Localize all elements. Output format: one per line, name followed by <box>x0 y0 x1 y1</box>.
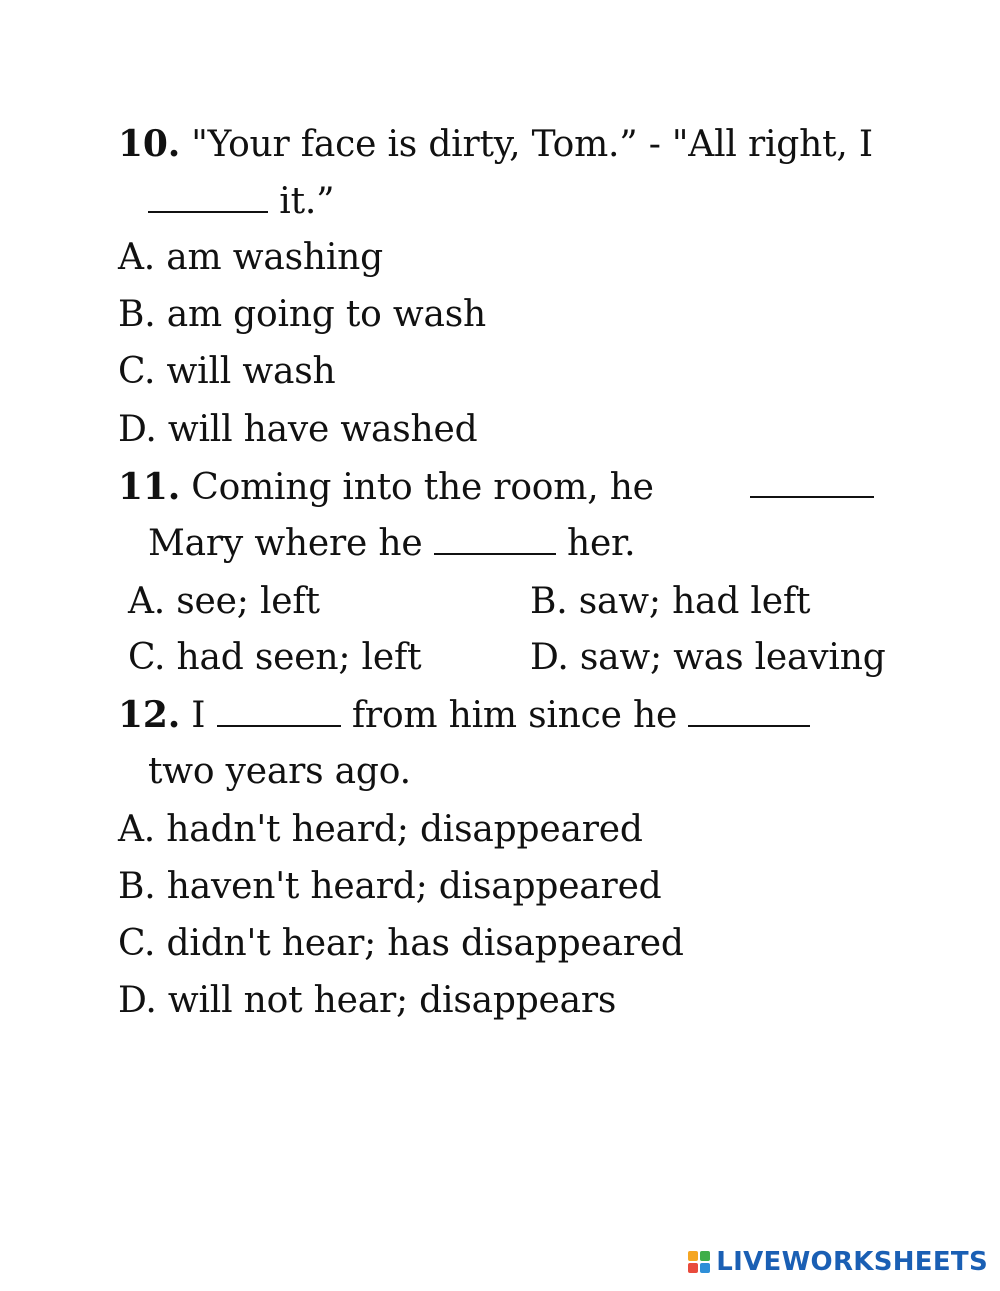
option-d: D. will have washed <box>118 409 478 450</box>
answer-blank[interactable] <box>434 523 556 555</box>
option-c: C. had seen; left <box>128 637 422 678</box>
option-d: D. will not hear; disappears <box>118 980 617 1021</box>
answer-blank[interactable] <box>688 695 810 727</box>
answer-blank[interactable] <box>750 466 874 498</box>
question-text: I <box>191 695 206 736</box>
liveworksheets-footer[interactable] <box>688 1247 988 1277</box>
question-text: Mary where he <box>148 523 423 564</box>
question-number: 11. <box>118 466 181 508</box>
question-text: from him since he <box>351 695 678 736</box>
question-11-stem-line1 <box>118 465 654 510</box>
option-a: A. am washing <box>118 237 384 278</box>
question-11-stem-line2 <box>148 522 635 566</box>
logo-square <box>700 1263 710 1273</box>
logo-square <box>688 1251 698 1261</box>
answer-blank[interactable] <box>217 695 341 727</box>
option-b: B. haven't heard; disappeared <box>118 866 662 907</box>
option-b: B. saw; had left <box>530 581 811 622</box>
question-number: 10. <box>118 123 181 165</box>
question-12-stem-line2: two years ago. <box>148 751 411 792</box>
question-10-stem-line1 <box>118 122 873 167</box>
option-b: B. am going to wash <box>118 294 487 335</box>
brand-name: LIVEWORKSHEETS <box>716 1247 988 1277</box>
question-text: Coming into the room, he <box>191 467 654 508</box>
option-a: A. see; left <box>128 581 320 622</box>
option-a: A. hadn't heard; disappeared <box>118 809 643 850</box>
option-c: C. will wash <box>118 351 336 392</box>
liveworksheets-logo-icon <box>688 1251 710 1273</box>
question-11-blank-1-line <box>750 465 874 509</box>
question-text: her. <box>566 523 636 564</box>
logo-square <box>700 1251 710 1261</box>
question-12-stem-line1 <box>118 693 810 738</box>
answer-blank[interactable] <box>148 181 268 213</box>
question-number: 12. <box>118 694 181 736</box>
logo-square <box>688 1263 698 1273</box>
question-text: "Your face is dirty, Tom.” - "All right, I <box>191 124 873 165</box>
option-c: C. didn't hear; has disappeared <box>118 923 684 964</box>
question-text: it.” <box>279 181 335 222</box>
question-10-stem-line2 <box>148 180 334 224</box>
option-d: D. saw; was leaving <box>530 637 886 678</box>
